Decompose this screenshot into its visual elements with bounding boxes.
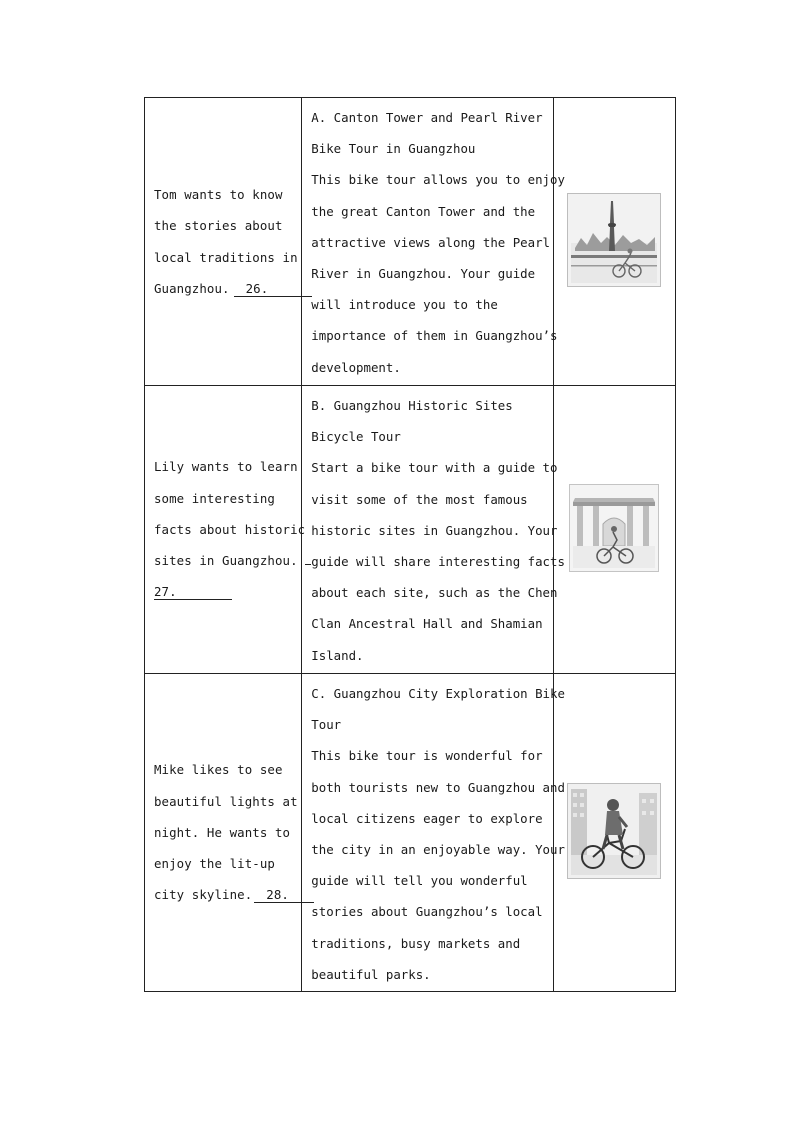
tour-description-cell [302, 386, 565, 674]
tour-text: beautiful parks. [311, 966, 431, 982]
tour-text: about each site, such as the Chen [311, 585, 558, 601]
tour-photo-cell [553, 674, 675, 992]
person-need-cell [145, 674, 302, 992]
tour-title: A. Canton Tower and Pearl River [311, 110, 543, 125]
tour-title: B. Guangzhou Historic Sites [311, 398, 513, 413]
person-line-last [154, 879, 301, 910]
person-line-text: sites in Guangzhou. [154, 553, 298, 569]
tour-text: This bike tour allows you to enjoy [311, 172, 565, 188]
tour-title: Bicycle Tour [311, 429, 401, 445]
tour-text: both tourists new to Guangzhou and [311, 779, 565, 795]
table-row [145, 98, 676, 386]
person-need-cell [145, 98, 302, 386]
answer-blank-27[interactable]: 27. [154, 585, 232, 600]
tour-text: stories about Guangzhou’s local [311, 904, 543, 920]
answer-blank-26[interactable]: 26. [234, 282, 312, 297]
person-line: Mike likes to see [154, 762, 283, 778]
tour-photo-cell [553, 98, 675, 386]
matching-table [144, 97, 676, 992]
tour-text: the city in an enjoyable way. Your [311, 842, 565, 858]
person-line-last [154, 273, 301, 304]
tour-text: attractive views along the Pearl [311, 234, 550, 250]
person-line: Tom wants to know [154, 187, 283, 203]
person-line: Lily wants to learn [154, 459, 298, 475]
person-line-last [154, 545, 301, 576]
city-cyclist-photo [567, 783, 661, 879]
person-line: the stories about [154, 218, 283, 234]
tour-text: River in Guangzhou. Your guide [311, 266, 536, 282]
person-line: night. He wants to [154, 824, 291, 840]
tour-description-cell [302, 674, 565, 992]
tour-text: will introduce you to the [311, 297, 498, 313]
person-line-text: Guangzhou. [154, 280, 230, 296]
answer-line [154, 576, 301, 607]
tour-text: This bike tour is wonderful for [311, 748, 543, 764]
table-row [145, 674, 676, 992]
tour-description-cell [302, 98, 565, 386]
tour-title: Bike Tour in Guangzhou [311, 141, 476, 157]
person-line: facts about historic [154, 521, 306, 537]
tour-text: Island. [311, 647, 364, 663]
tour-text: the great Canton Tower and the [311, 203, 536, 219]
tour-title: Tour [311, 717, 342, 733]
answer-blank-28[interactable]: 28. [254, 888, 314, 903]
person-line-text: city skyline. [154, 887, 253, 903]
tour-text: traditions, busy markets and [311, 935, 521, 951]
tour-text: guide will tell you wonderful [311, 873, 528, 889]
person-line: enjoy the lit-up [154, 856, 275, 872]
tour-text: Start a bike tour with a guide to [311, 460, 558, 476]
canton-tower-cyclist-photo [567, 193, 661, 287]
tour-text: importance of them in Guangzhou’s [311, 328, 558, 344]
tour-text: historic sites in Guangzhou. Your [311, 522, 558, 538]
tour-text: development. [311, 359, 401, 375]
tour-text: guide will share interesting facts [311, 554, 565, 570]
historic-building-cyclist-photo [569, 484, 659, 572]
person-line: beautiful lights at [154, 793, 298, 809]
person-line: local traditions in [154, 249, 298, 265]
tour-photo-cell [553, 386, 675, 674]
tour-text: Clan Ancestral Hall and Shamian [311, 616, 543, 632]
tour-text: visit some of the most famous [311, 491, 528, 507]
table-row [145, 386, 676, 674]
tour-text: local citizens eager to explore [311, 810, 543, 826]
person-line: some interesting [154, 490, 275, 506]
tour-title: C. Guangzhou City Exploration Bike [311, 686, 565, 701]
person-need-cell [145, 386, 306, 674]
